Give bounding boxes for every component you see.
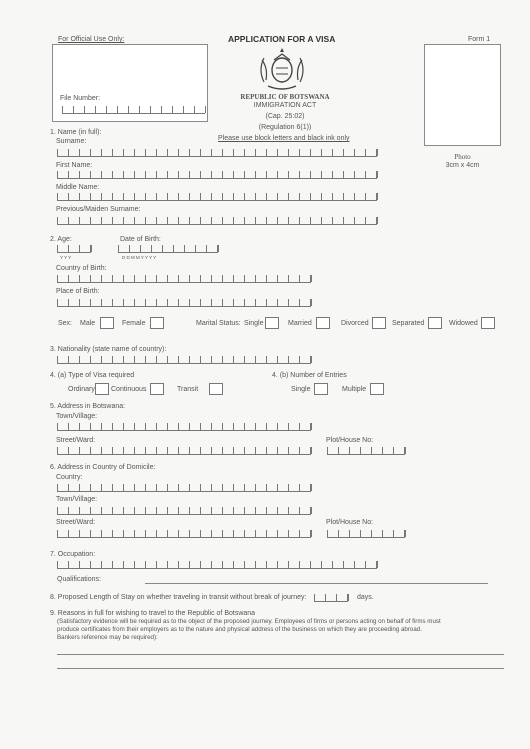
- entries-multiple-label: Multiple: [342, 386, 367, 393]
- age-label: 2. Age:: [50, 236, 72, 243]
- male-checkbox[interactable]: [100, 317, 114, 329]
- page-title: APPLICATION FOR A VISA: [228, 34, 336, 44]
- coat-of-arms-emblem: [252, 46, 312, 92]
- reasons-note-3: Bankers reference may be required):: [57, 634, 158, 641]
- female-checkbox[interactable]: [150, 317, 164, 329]
- previous-surname-field[interactable]: [57, 217, 377, 225]
- q6-plot-label: Plot/House No:: [326, 519, 374, 526]
- age-hint: Y Y Y: [60, 255, 72, 260]
- occupation-label: 7. Occupation:: [50, 551, 96, 558]
- nationality-field[interactable]: [57, 356, 311, 364]
- dob-field[interactable]: [118, 245, 218, 253]
- middle-name-field[interactable]: [57, 193, 377, 201]
- reasons-label: 9. Reasons in full for wishing to travel to the Republic of Botswana: [50, 610, 256, 617]
- q6-street-field[interactable]: [57, 530, 311, 538]
- first-name-field[interactable]: [57, 171, 377, 179]
- photo-label: Photo: [454, 153, 471, 161]
- days-label: days.: [357, 594, 374, 601]
- separated-checkbox[interactable]: [428, 317, 442, 329]
- married-label: Married: [288, 320, 312, 327]
- reasons-note-2: produce certificates from their employers as to the nature and physical address of the business on which they are proceeding abroad.: [57, 626, 422, 633]
- dob-hint: D D M M Y Y Y Y: [122, 255, 157, 260]
- length-of-stay-field[interactable]: [314, 594, 348, 602]
- separated-label: Separated: [392, 320, 425, 327]
- reasons-line-1[interactable]: [57, 654, 504, 655]
- divorced-checkbox[interactable]: [372, 317, 386, 329]
- entries-single-label: Single: [291, 386, 311, 393]
- q5-town-field[interactable]: [57, 423, 311, 431]
- surname-field[interactable]: [57, 149, 377, 157]
- q5-plot-field[interactable]: [327, 447, 405, 455]
- cap-reference: (Cap. 25:02): [265, 113, 305, 120]
- female-label: Female: [122, 320, 146, 327]
- republic-name: REPUBLIC OF BOTSWANA: [240, 93, 330, 101]
- married-checkbox[interactable]: [316, 317, 330, 329]
- country-birth-label: Country of Birth:: [56, 265, 107, 272]
- divorced-label: Divorced: [341, 320, 369, 327]
- male-label: Male: [80, 320, 96, 327]
- ordinary-checkbox[interactable]: [95, 383, 109, 395]
- qualifications-label: Qualifications:: [57, 576, 101, 583]
- entries-multiple-checkbox[interactable]: [370, 383, 384, 395]
- q6-country-field[interactable]: [57, 484, 311, 492]
- widowed-checkbox[interactable]: [481, 317, 495, 329]
- surname-label: Surname:: [56, 138, 87, 145]
- q6-street-label: Street/Ward:: [56, 519, 96, 526]
- q5-street-field[interactable]: [57, 447, 311, 455]
- single-label: Single: [244, 320, 264, 327]
- q6-town-field[interactable]: [57, 507, 311, 515]
- form-number: Form 1: [468, 36, 491, 43]
- transit-label: Transit: [177, 386, 199, 393]
- official-use-label: For Official Use Only:: [58, 36, 125, 43]
- marital-label: Marital Status:: [196, 320, 241, 327]
- reasons-note-1: (Satisfactory evidence will be required as to the object of the proposed journey. Employees of firms or persons acting on behalf of firms must: [57, 618, 441, 625]
- sex-label: Sex:: [58, 320, 73, 327]
- photo-box[interactable]: [424, 44, 501, 146]
- q5-street-label: Street/Ward:: [56, 437, 96, 444]
- dob-label: Date of Birth:: [120, 236, 161, 243]
- continuous-label: Continuous: [111, 386, 147, 393]
- previous-surname-label: Previous/Maiden Surname:: [56, 206, 141, 213]
- transit-checkbox[interactable]: [209, 383, 223, 395]
- qualifications-line[interactable]: [145, 583, 488, 584]
- file-number-field[interactable]: [62, 106, 205, 114]
- place-birth-label: Place of Birth:: [56, 288, 100, 295]
- block-letters-instruction: Please use block letters and black ink only: [218, 135, 350, 142]
- middle-name-label: Middle Name:: [56, 184, 100, 191]
- length-of-stay-label: 8. Proposed Length of Stay on whether traveling in transit without break of journey:: [50, 594, 307, 601]
- continuous-checkbox[interactable]: [150, 383, 164, 395]
- visa-type-label: 4. (a) Type of Visa required: [50, 372, 135, 379]
- photo-size: 3cm x 4cm: [445, 162, 480, 169]
- file-number-label: File Number:: [60, 95, 101, 102]
- occupation-field[interactable]: [57, 561, 377, 569]
- single-checkbox[interactable]: [265, 317, 279, 329]
- q6-plot-field[interactable]: [327, 530, 405, 538]
- ordinary-label: Ordinary: [68, 386, 95, 393]
- entries-single-checkbox[interactable]: [314, 383, 328, 395]
- entries-label: 4. (b) Number of Entries: [272, 372, 347, 379]
- q1-label: 1. Name (in full):: [50, 129, 102, 136]
- country-birth-field[interactable]: [57, 275, 311, 283]
- q6-label: 6. Address in Country of Domicile:: [50, 464, 156, 471]
- q5-label: 5. Address in Botswana:: [50, 403, 126, 410]
- place-birth-field[interactable]: [57, 299, 311, 307]
- age-field[interactable]: [57, 245, 91, 253]
- immigration-act: IMMIGRATION ACT: [253, 102, 317, 109]
- q6-country-label: Country:: [56, 474, 83, 481]
- widowed-label: Widowed: [449, 320, 478, 327]
- q6-town-label: Town/Village:: [56, 496, 98, 503]
- reasons-line-2[interactable]: [57, 668, 504, 669]
- q5-plot-label: Plot/House No:: [326, 437, 374, 444]
- q5-town-label: Town/Village:: [56, 413, 98, 420]
- nationality-label: 3. Nationality (state name of country):: [50, 346, 167, 353]
- regulation-reference: (Regulation 6(1)): [258, 124, 312, 131]
- first-name-label: First Name:: [56, 162, 93, 169]
